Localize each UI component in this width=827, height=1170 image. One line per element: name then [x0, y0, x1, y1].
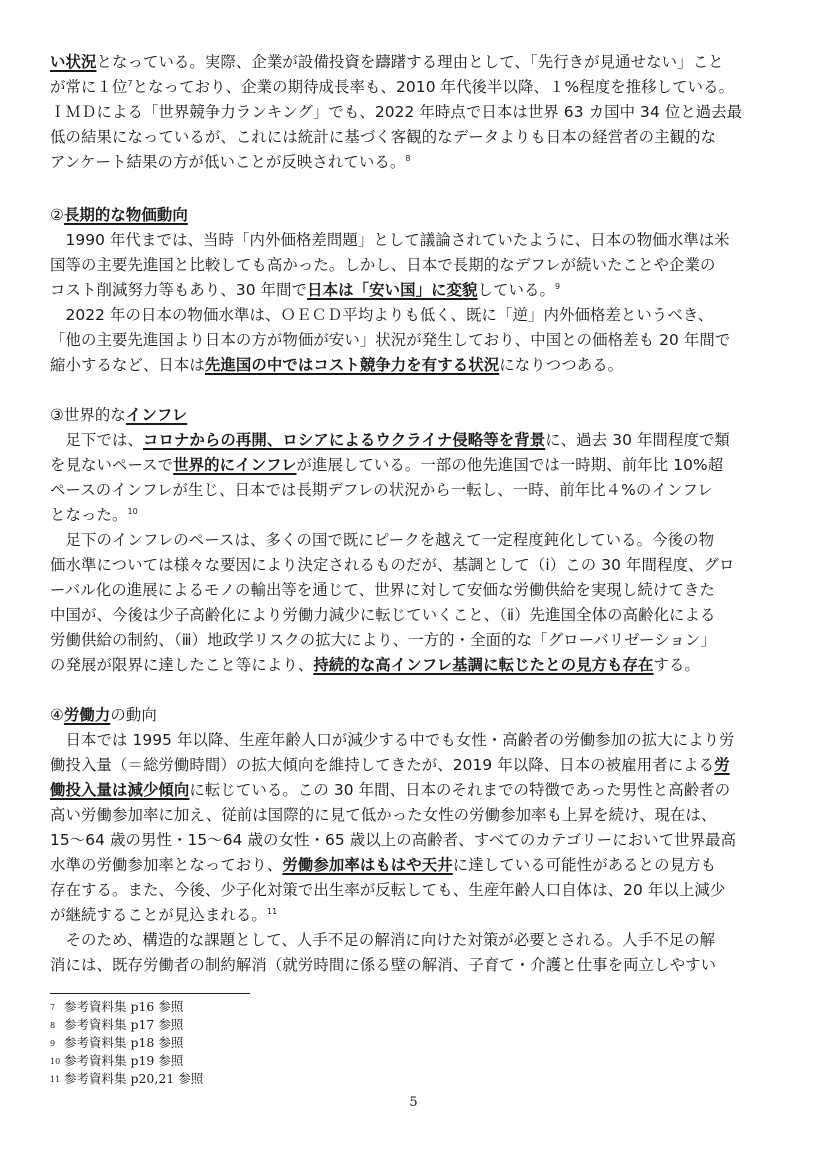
body-line — [50, 853, 716, 877]
footnote-number: 7 — [50, 1003, 56, 1012]
emphasis-text: 労 — [714, 756, 730, 774]
footnote-text: 参考資料集 p16 参照 — [64, 999, 184, 1014]
page-number: 5 — [409, 1095, 418, 1110]
body-line — [50, 75, 734, 99]
body-line: ペースのインフレが生じ、日本では長期デフレの状況から一転し、一時、前年比４%のインフレ — [50, 481, 713, 499]
body-line: 中国が、今後は少子高齢化により労働力減少に転じていくこと、（ⅱ）先進国全体の高齢化による — [50, 606, 716, 624]
text-run: 縮小するなど、日本は — [50, 356, 205, 374]
section-heading — [50, 203, 188, 227]
text-run: になりつつある。 — [499, 356, 624, 374]
section-title: インフレ — [125, 406, 188, 424]
footnote-ref: 9 — [555, 281, 561, 291]
text-run: に転じている。この 30 年間、日本のそれまでの特徴であった男性と高齢者の — [189, 781, 731, 799]
text-run: が進展している。一部の他先進国では一時期、前年比 10%超 — [296, 456, 724, 474]
body-line — [50, 453, 723, 477]
footnote-number: 9 — [50, 1039, 56, 1048]
footnote-text: 参考資料集 p20,21 参照 — [64, 1071, 204, 1086]
footnote-divider — [50, 993, 250, 994]
text-run: を見ないペースで — [50, 456, 174, 474]
emphasis-text: い状況 — [50, 53, 97, 71]
footnote — [50, 1034, 183, 1053]
body-line: 労働供給の制約、（ⅲ）地政学リスクの拡大により、一方的・全面的な「グローバリゼーション」 — [50, 631, 716, 649]
text-run: 水準の労働参加率となっており、 — [50, 856, 283, 874]
emphasis-text: 働投入量は減少傾向 — [50, 781, 190, 799]
footnote — [50, 1052, 183, 1071]
text-run: となった。 — [50, 506, 128, 524]
footnote-ref: 11 — [266, 906, 278, 916]
text-run: 働投入量（＝総労働時間）の拡大傾向を維持してきたが、2019 年以降、日本の被雇用者による — [50, 756, 715, 774]
text-run: となっており、企業の期待成長率も、2010 年代後半以降、１%程度を推移している。 — [132, 78, 735, 96]
body-line — [50, 150, 411, 174]
section-heading — [50, 703, 157, 727]
body-line: 存在する。また、今後、少子化対策で出生率が反転しても、生産年齢人口自体は、20 年以上減少 — [50, 881, 726, 899]
footnote-text: 参考資料集 p19 参照 — [64, 1053, 184, 1068]
text-run: 足下では、 — [50, 431, 143, 449]
body-line: そのため、構造的な課題として、人手不足の解消に向けた対策が必要とされる。人手不足の解 — [50, 931, 716, 949]
text-run: が常に１位 — [50, 78, 128, 96]
section-title: 労働力 — [63, 706, 111, 724]
section-number: ④ — [50, 706, 64, 724]
body-line: 消には、既存労働者の制約解消（就労時間に係る壁の解消、子育て・介護と仕事を両立しやすい — [50, 956, 717, 974]
text-run: アンケート結果の方が低いことが反映されている。 — [50, 153, 406, 171]
emphasis-text: 先進国の中ではコスト競争力を有する状況 — [204, 356, 500, 374]
body-line: ＩＭＤによる「世界競争力ランキング」でも、2022 年時点で日本は世界 63 カ国中 34 位と過去最 — [50, 103, 743, 121]
body-line: 1990 年代までは、当時「内外価格差問題」として議論されていたように、日本の物価水準は米 — [50, 231, 730, 249]
text-run: する。 — [653, 656, 701, 674]
body-line: 「他の主要先進国より日本の方が物価が安い」状況が発生しており、中国との価格差も 20 年間で — [50, 331, 731, 349]
emphasis-text: 世界的にインフレ — [173, 456, 297, 474]
footnote — [50, 1016, 183, 1035]
section-heading — [50, 403, 187, 427]
body-line — [50, 903, 277, 927]
body-line: 国等の主要先進国と比較しても高かった。しかし、日本で長期的なデフレが続いたことや企業の — [50, 256, 716, 274]
body-line — [50, 50, 724, 74]
body-line — [50, 503, 138, 527]
text-run: の発展が限界に達したこと等により、 — [50, 656, 314, 674]
footnote-text: 参考資料集 p17 参照 — [64, 1017, 184, 1032]
text-run: コスト削減努力等もあり、30 年間で — [50, 281, 308, 299]
body-line — [50, 353, 623, 377]
footnote-ref: 7 — [127, 78, 133, 88]
body-line — [50, 278, 560, 302]
footnote-ref: 8 — [405, 153, 411, 163]
footnote — [50, 1070, 203, 1089]
section-number: ③世界的な — [50, 406, 126, 424]
body-line: 15～64 歳の男性・15～64 歳の女性・65 歳以上の高齢者、すべてのカテゴリーにおいて世界最高 — [50, 831, 737, 849]
body-line: 高い労働参加率に加え、従前は国際的に見て低かった女性の労働参加率も上昇を続け、現在は、 — [50, 806, 717, 824]
emphasis-text: 労働参加率はもはや天井 — [282, 856, 453, 874]
footnote-ref: 10 — [127, 506, 138, 516]
text-run: が継続することが見込まれる。 — [50, 906, 267, 924]
body-line: 2022 年の日本の物価水準は、ＯＥＣＤ平均よりも低く、既に「逆」内外価格差というべき、 — [50, 306, 714, 324]
emphasis-text: 日本は「安い国」に変貌 — [307, 281, 478, 299]
footnote — [50, 998, 183, 1017]
text-run: となっている。実際、企業が設備投資を躊躇する理由として、「先行きが見通せない」こと — [96, 53, 724, 71]
footnote-number: 11 — [50, 1075, 61, 1084]
body-line: 足下のインフレのペースは、多くの国で既にピークを越えて一定程度鈍化している。今後の物 — [50, 531, 715, 549]
body-line: 価水準については様々な要因により決定されるものだが、基調として（ⅰ）この 30 年間程度、グロ — [50, 556, 735, 574]
footnote-number: 8 — [50, 1021, 56, 1030]
body-line: 低の結果になっているが、これには統計に基づく客観的なデータよりも日本の経営者の主観的な — [50, 128, 717, 146]
footnote-number: 10 — [50, 1057, 61, 1066]
emphasis-text: コロナからの再開、ロシアによるウクライナ侵略等を背景 — [142, 431, 546, 449]
body-line — [50, 753, 730, 777]
text-run: に達している可能性があるとの見方も — [452, 856, 717, 874]
body-line — [50, 428, 730, 452]
text-run: している。 — [477, 281, 556, 299]
footnote-text: 参考資料集 p18 参照 — [64, 1035, 184, 1050]
body-line — [50, 778, 730, 802]
body-line: 日本では 1995 年以降、生産年齢人口が減少する中でも女性・高齢者の労働参加の拡大により労 — [50, 731, 735, 749]
body-line — [50, 653, 700, 677]
body-line: ーバル化の進展によるモノの輸出等を通じて、世界に対して安価な労働供給を実現し続けてきた — [50, 581, 715, 599]
text-run: に、過去 30 年間程度で類 — [545, 431, 730, 449]
text-run: の動向 — [110, 706, 157, 724]
section-number: ② — [50, 206, 64, 224]
emphasis-text: 持続的な高インフレ基調に転じたとの見方も存在 — [313, 656, 654, 674]
section-title: 長期的な物価動向 — [63, 206, 188, 224]
